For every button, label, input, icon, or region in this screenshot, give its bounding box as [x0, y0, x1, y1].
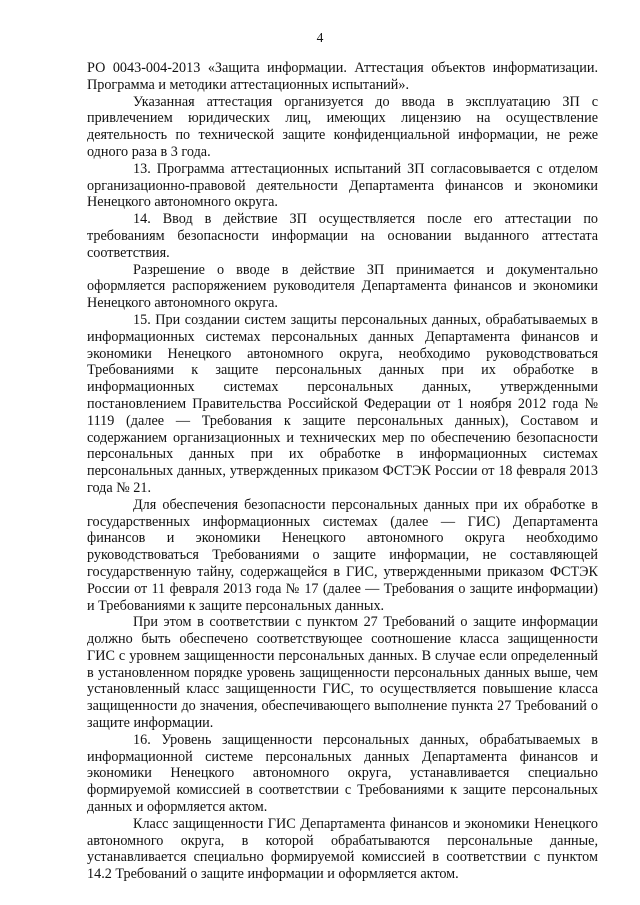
paragraph-4: 14. Ввод в действие ЗП осуществляется после его аттестации по требованиям безопасности информации на основании выданного аттестата соответствия. [87, 211, 598, 261]
paragraph-5: Разрешение о вводе в действие ЗП принимается и документально оформляется распоряжением руководителя Департамента финансов и экономики Ненецкого автономного округа. [87, 261, 598, 312]
paragraph-8: При этом в соответствии с пунктом 27 Требований о защите информации должно быть обеспечено соответствующее соотношение класса защищенности ГИС с уровнем защищенности персональных данных. В случае если определенный в установленном порядке уровень защищенности персональных данных выше, чем установленный класс защищенности ГИС, то осуществляется повышение класса защищенности до значения, обеспечивающего выполнение пункта 27 Требований о защите информации. [87, 614, 598, 732]
paragraph-7: Для обеспечения безопасности персональных данных при их обработке в государственных информационных системах (далее — ГИС) Департамента финансов и экономики Ненецкого автономного округа необходимо руководствоваться Требованиями о защите информации, не составляющей государственную тайну, содержащейся в ГИС, утвержденными приказом ФСТЭК России от 11 февраля 2013 года № 17 (далее — Требования о защите информации) и Требованиями к защите персональных данных. [87, 496, 598, 614]
paragraph-6: 15. При создании систем защиты персональных данных, обрабатываемых в информационных системах персональных данных Департамента финансов и экономики Ненецкого автономного округа, необходимо руководствоваться Требованиями к защите персональных данных при их обработке в информационных системах персональных данных, утвержденными постановлением Правительства Российской Федерации от 1 ноября 2012 года № 1119 (далее — Требования к защите персональных данных), Составом и содержанием организационных и технических мер по обеспечению безопасности персональных данных при их обработке в информационных системах персональных данных, утвержденных приказом ФСТЭК России от 18 февраля 2013 года № 21. [87, 311, 598, 496]
paragraph-3: 13. Программа аттестационных испытаний ЗП согласовывается с отделом организационно-правовой деятельности Департамента финансов и экономики Ненецкого автономного округа. [87, 160, 598, 211]
paragraph-1: РО 0043-004-2013 «Защита информации. Аттестация объектов информатизации. Программа и методики аттестационных испытаний». [87, 60, 598, 93]
page-number: 4 [316, 30, 324, 45]
paragraph-9: 16. Уровень защищенности персональных данных, обрабатываемых в информационной системе персональных данных Департамента финансов и экономики Ненецкого автономного округа, устанавливается специально формируемой комиссией в соответствии с Требованиями к защите персональных данных и оформляется актом. [87, 731, 598, 816]
paragraph-10: Класс защищенности ГИС Департамента финансов и экономики Ненецкого автономного округа, в которой обрабатываются персональные данные, устанавливается специально формируемой комиссией в соответствии с пунктом 14.2 Требований о защите информации и оформляется актом. [87, 815, 598, 883]
paragraph-2: Указанная аттестация организуется до ввода в эксплуатацию ЗП с привлечением юридических лиц, имеющих лицензию на осуществление деятельность по технической защите конфиденциальной информации, не реже одного раза в 3 года. [87, 93, 598, 160]
